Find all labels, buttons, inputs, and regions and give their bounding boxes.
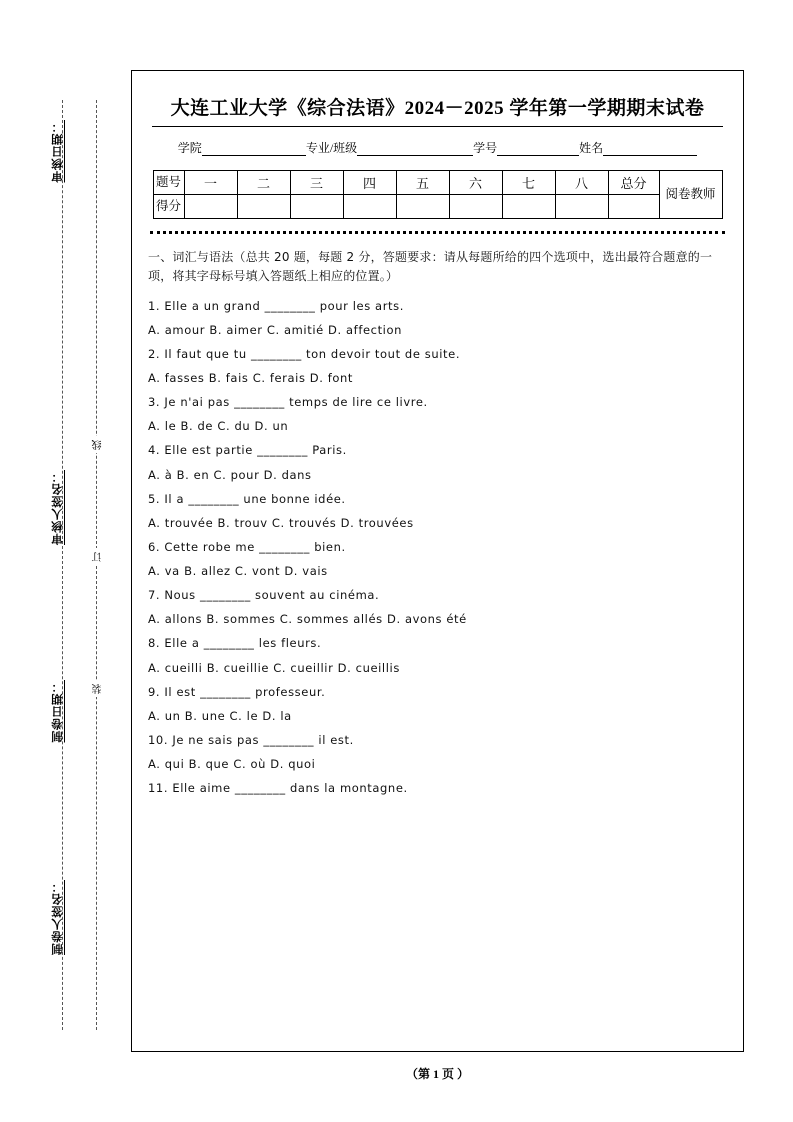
field-major-class-input[interactable] <box>357 143 473 156</box>
score-cell-q6: 六 <box>449 171 502 195</box>
margin-label-reviewer-signature: 审核人签名： <box>52 470 64 545</box>
score-cell-q3: 三 <box>290 171 343 195</box>
binding-dashed-line-inner <box>96 100 97 1030</box>
title-underline <box>152 126 723 127</box>
question-options-9: A. un B. une C. le D. la <box>148 708 292 723</box>
section-heading-vocab-grammar: 一、词汇与语法（总共 20 题，每题 2 分，答题要求：请从每题所给的四个选项中，选出最符合题意的一项，将其字母标号填入答题纸上相应的位置。） <box>148 250 713 283</box>
page-footer: （第 1 页 ） <box>405 1067 469 1081</box>
points-input-q5[interactable] <box>396 195 449 219</box>
field-student-id-input[interactable] <box>497 143 579 156</box>
points-input-total[interactable] <box>608 195 659 219</box>
question-options-1: A. amour B. aimer C. amitié D. affection <box>148 322 402 337</box>
field-college-label: 学院 <box>177 141 202 155</box>
exam-body <box>148 248 727 798</box>
points-input-q8[interactable] <box>555 195 608 219</box>
points-input-q1[interactable] <box>184 195 237 219</box>
question-stem-8: 8. Elle a ________ les fleurs. <box>148 636 322 651</box>
field-major-class-label: 专业/班级 <box>305 141 358 155</box>
score-cell-grader: 阅卷教师 <box>659 171 722 219</box>
question-stem-7: 7. Nous ________ souvent au cinéma. <box>148 588 380 603</box>
score-cell-q4: 四 <box>343 171 396 195</box>
score-table <box>153 170 723 219</box>
score-cell-q7: 七 <box>502 171 555 195</box>
score-table-header-points: 得分 <box>153 195 184 219</box>
field-name-input[interactable] <box>603 143 697 156</box>
points-input-q7[interactable] <box>502 195 555 219</box>
question-stem-11: 11. Elle aime ________ dans la montagne. <box>148 781 408 796</box>
question-stem-1: 1. Elle a un grand ________ pour les arts. <box>148 298 404 313</box>
question-stem-2: 2. Il faut que tu ________ ton devoir tout de suite. <box>148 346 461 361</box>
seam-label-bind: 订 <box>91 548 106 565</box>
score-table-row-numbers <box>153 171 722 195</box>
question-stem-4: 4. Elle est partie ________ Paris. <box>148 443 347 458</box>
exam-paper <box>131 70 744 1052</box>
question-options-2: A. fasses B. fais C. ferais D. font <box>148 371 354 386</box>
left-margin-annotations <box>0 0 131 1122</box>
points-input-q2[interactable] <box>237 195 290 219</box>
margin-label-make-date: 制卷日期： <box>52 680 64 743</box>
question-options-6: A. va B. allez C. vont D. vais <box>148 564 328 579</box>
student-info-line <box>148 139 727 156</box>
question-stem-6: 6. Cette robe me ________ bien. <box>148 539 346 554</box>
page-title: 大连工业大学《综合法语》2024－2025 学年第一学期期末试卷 <box>170 98 705 119</box>
score-table-header-question-no: 题号 <box>153 171 184 195</box>
score-cell-q1: 一 <box>184 171 237 195</box>
margin-label-review-date: 审核日期： <box>52 120 64 183</box>
margin-label-maker-signature: 制卷人签名： <box>52 880 64 955</box>
points-input-q4[interactable] <box>343 195 396 219</box>
score-cell-q8: 八 <box>555 171 608 195</box>
seam-label-pack: 装 <box>91 680 106 697</box>
score-table-row-points <box>153 195 722 219</box>
question-options-10: A. qui B. que C. où D. quoi <box>148 757 316 772</box>
question-stem-5: 5. Il a ________ une bonne idée. <box>148 491 346 506</box>
question-options-4: A. à B. en C. pour D. dans <box>148 467 312 482</box>
score-cell-q2: 二 <box>237 171 290 195</box>
question-options-7: A. allons B. sommes C. sommes allés D. avons été <box>148 612 467 627</box>
question-stem-9: 9. Il est ________ professeur. <box>148 684 326 699</box>
question-options-5: A. trouvée B. trouv C. trouvés D. trouvées <box>148 515 414 530</box>
points-input-q3[interactable] <box>290 195 343 219</box>
points-input-q6[interactable] <box>449 195 502 219</box>
question-options-3: A. le B. de C. du D. un <box>148 419 289 434</box>
question-stem-10: 10. Je ne sais pas ________ il est. <box>148 732 354 747</box>
dotted-separator <box>150 231 725 234</box>
score-cell-total: 总分 <box>608 171 659 195</box>
score-cell-q5: 五 <box>396 171 449 195</box>
field-college-input[interactable] <box>202 143 306 156</box>
question-options-8: A. cueilli B. cueillie C. cueillir D. cueillis <box>148 660 400 675</box>
seam-label-line: 线 <box>91 436 106 453</box>
field-student-id-label: 学号 <box>473 141 498 155</box>
field-name-label: 姓名 <box>579 141 604 155</box>
question-stem-3: 3. Je n'ai pas ________ temps de lire ce livre. <box>148 395 428 410</box>
